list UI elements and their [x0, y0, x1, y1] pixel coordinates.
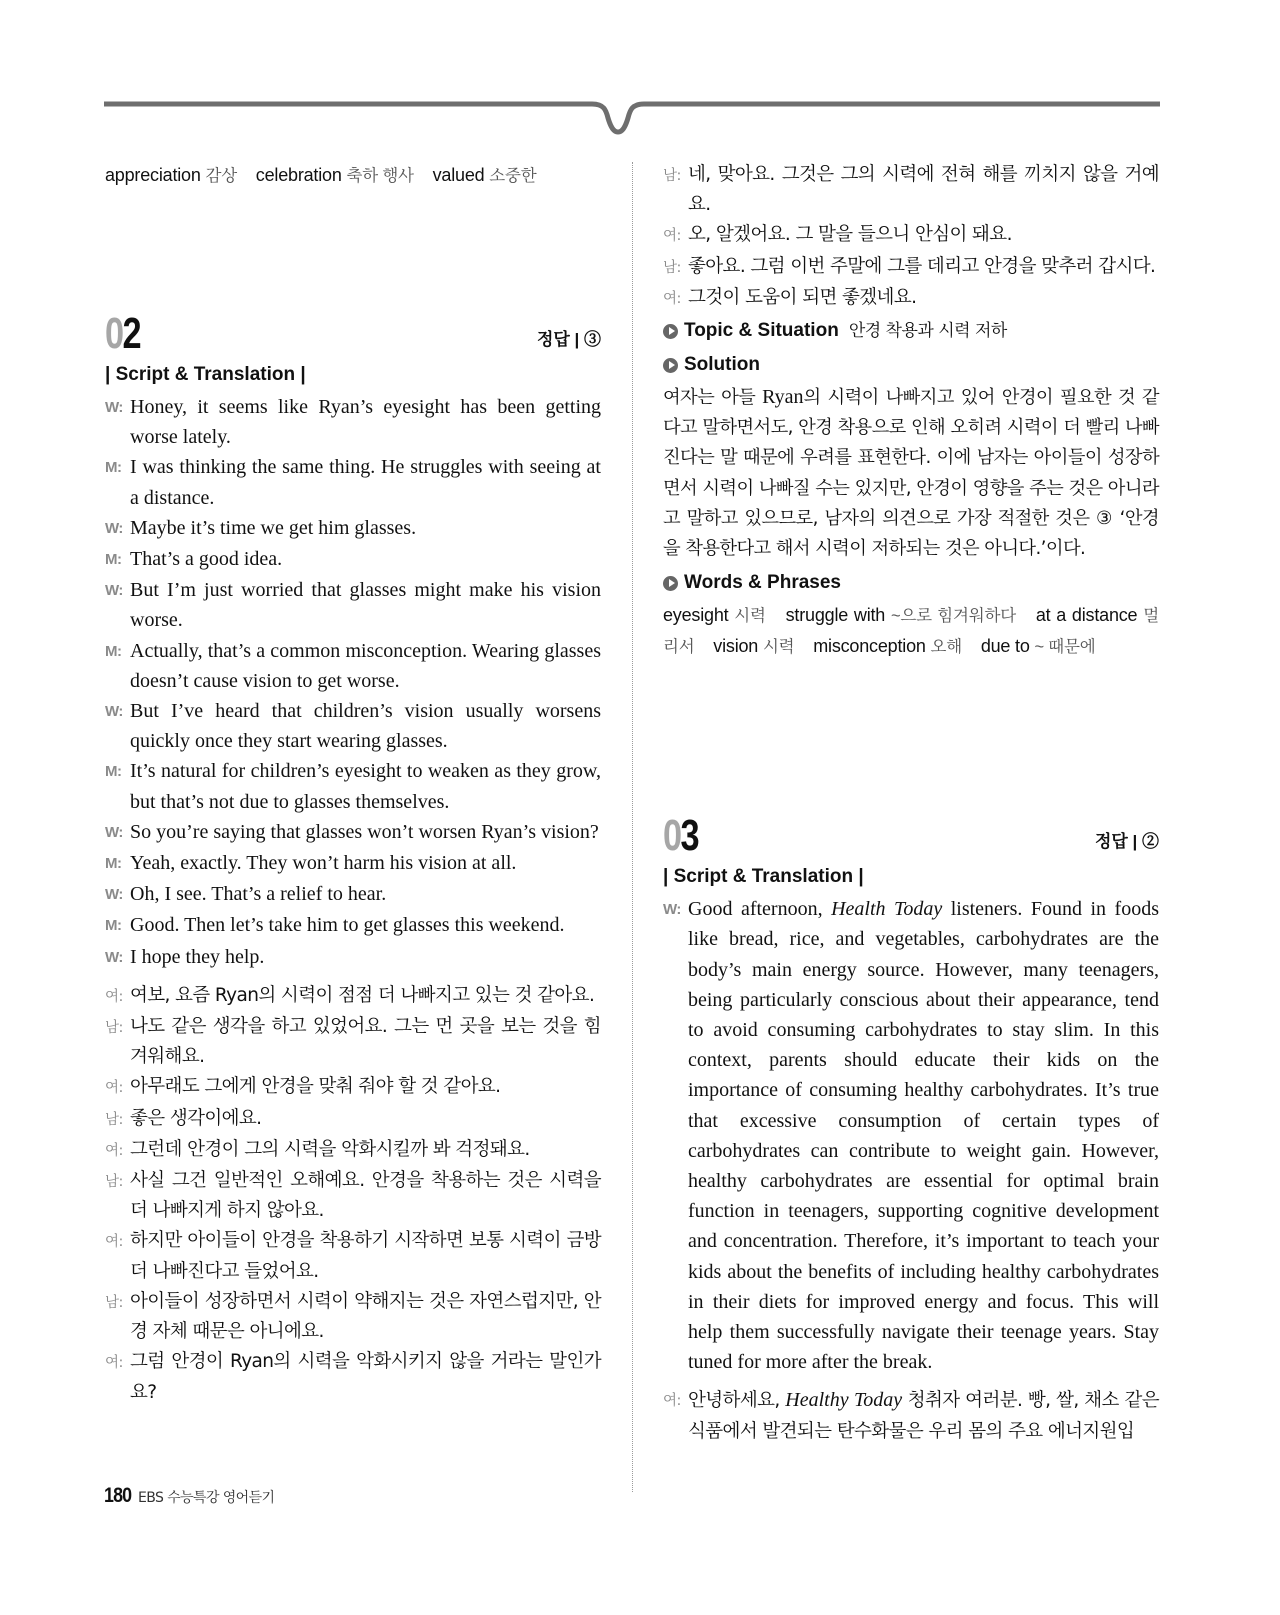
left-column — [105, 160, 601, 1408]
vocab-term: vision — [713, 636, 759, 657]
topic-heading — [663, 314, 1159, 348]
script-text-part: 청취자 여러분. 빵, 쌀, 채소 같은 식품에서 발견되는 탄수화물은 우리 몸의 주요 에너지원입 — [688, 1390, 1159, 1442]
speaker-label: W: — [105, 582, 123, 600]
speaker-label: 여: — [105, 1142, 123, 1159]
script-line — [105, 1104, 601, 1135]
script-line — [105, 513, 601, 544]
speaker-label: M: — [105, 459, 122, 477]
script-line — [105, 1072, 601, 1103]
speaker-label: 남: — [105, 1174, 123, 1191]
speaker-label: M: — [105, 917, 122, 935]
vocab-meaning: 감상 — [205, 167, 237, 185]
solution-text-part: 의 시력이 나빠지고 있어 안경이 필요한 것 같다고 말하면서도, 안경 착용으로 인해 오히려 시력이 더 빨리 나빠진다는 말 때문에 우려를 표현한다. 이에 남자는 아이들이 성장하면서 시력이 나빠질 수는 있지만, 안경이 영향을 주는 것은 아니라고 말하고 있으므로, 남자의 의견으로 가장 적절한 것은 ③ ‘안경을 착용한다고 해서 시력이 저하되는 것은 아니다.’이다. — [663, 387, 1159, 560]
script-text: 그것이 도움이 되면 좋겠네요. — [688, 286, 917, 308]
vocab-term: at a distance — [1035, 605, 1138, 626]
topic-value: 안경 착용과 시력 저하 — [848, 321, 1007, 342]
speaker-label: 여: — [663, 1393, 681, 1410]
speaker-label: W: — [105, 519, 123, 537]
question-number-strong: 2 — [122, 309, 141, 358]
page-number: 180 — [104, 1484, 132, 1507]
solution-heading — [663, 348, 1159, 382]
script-text: 아이들이 성장하면서 시력이 약해지는 것은 자연스럽지만, 안경 자체 때문은 아니에요. — [130, 1290, 601, 1343]
vocab-term: valued — [432, 165, 485, 185]
section-title: | Script & Translation | — [663, 866, 864, 888]
script-text: 좋아요. 그럼 이번 주말에 그를 데리고 안경을 맞추러 갑시다. — [688, 255, 1156, 277]
script-line — [663, 252, 1159, 283]
speaker-label: 여: — [663, 228, 681, 245]
script-line — [105, 452, 601, 512]
question-header — [663, 811, 1159, 861]
solution-text-en: Ryan — [762, 386, 804, 409]
solution-text — [663, 382, 1159, 564]
solution-title: Solution — [684, 354, 760, 376]
program-title: Health Today — [831, 898, 943, 921]
section-title: | Script & Translation | — [105, 364, 306, 385]
vocab-term: celebration — [255, 165, 342, 185]
script-text: 사실 그건 일반적인 오해예요. 안경을 착용하는 것은 시력을 더 나빠지게 하지 않아요. — [130, 1170, 601, 1222]
vocab-term: appreciation — [105, 165, 201, 185]
script-text: Maybe it’s time we get him glasses. — [130, 516, 417, 539]
vocab-meaning: 오해 — [930, 638, 962, 657]
script-text: I hope they help. — [130, 945, 265, 968]
script-text — [688, 1385, 1159, 1446]
script-line — [105, 756, 601, 816]
book-title: EBS 수능특강 영어듣기 — [138, 1490, 275, 1506]
script-line — [105, 636, 601, 696]
script-text: Good. Then let’s take him to get glasses this weekend. — [130, 914, 565, 937]
words-title: Words & Phrases — [684, 572, 841, 594]
script-line — [663, 283, 1159, 314]
vocab-term: struggle with — [785, 605, 886, 626]
script-line — [105, 1166, 601, 1226]
script-line — [105, 544, 601, 575]
column-divider — [632, 162, 633, 1492]
vocab-term: misconception — [813, 636, 926, 657]
speaker-label: 여: — [105, 1234, 123, 1251]
script-en — [105, 392, 601, 973]
script-text: But I’ve heard that children’s vision usually worsens quickly once they start wearing glasses. — [130, 700, 601, 753]
script-line — [105, 1287, 601, 1347]
speaker-label: 여: — [663, 290, 681, 307]
vocab-meaning: ~으로 힘겨워하다 — [890, 607, 1016, 626]
script-line — [663, 894, 1159, 1377]
speaker-label: M: — [105, 551, 122, 569]
script-line — [105, 575, 601, 635]
vocab-meaning: 멀리서 — [663, 607, 1159, 657]
question-number-dim: 0 — [105, 309, 123, 358]
script-text: Yeah, exactly. They won’t harm his vision at all. — [130, 852, 517, 875]
speaker-label: W: — [105, 948, 123, 966]
script-line — [105, 1012, 601, 1072]
speaker-label: 여: — [105, 1080, 123, 1097]
script-line — [105, 1226, 601, 1286]
script-line — [105, 392, 601, 452]
script-text: I was thinking the same thing. He struggles with seeing at a distance. — [130, 456, 601, 509]
script-text: So you’re saying that glasses won’t worsen Ryan’s vision? — [130, 820, 599, 843]
script-text: 그럼 안경이 Ryan의 시력을 악화시키지 않을 거라는 말인가요? — [130, 1351, 601, 1403]
vocab-term: due to — [980, 636, 1030, 657]
script-text: But I’m just worried that glasses might make his vision worse. — [130, 579, 601, 632]
script-text: Actually, that’s a common misconception. Wearing glasses doesn’t cause vision to get worse. — [130, 639, 601, 692]
script-text-part: 안녕하세요, — [688, 1390, 786, 1412]
script-line — [663, 220, 1159, 251]
speaker-label: 남: — [663, 259, 681, 276]
script-text — [688, 894, 1159, 1377]
script-text: 네, 맞아요. 그것은 그의 시력에 전혀 해를 끼치지 않을 거예요. — [688, 164, 1159, 216]
script-ko-continued — [663, 160, 1159, 314]
speaker-label: 남: — [105, 1111, 123, 1128]
script-text: 하지만 아이들이 안경을 착용하기 시작하면 보통 시력이 금방 더 나빠진다고 들었어요. — [130, 1230, 601, 1282]
vocab-list-top — [105, 160, 601, 192]
script-line — [105, 981, 601, 1012]
speaker-label: W: — [105, 823, 123, 841]
speaker-label: M: — [105, 855, 122, 873]
script-ko — [105, 981, 601, 1408]
speaker-label: W: — [663, 901, 681, 919]
script-text: Oh, I see. That’s a relief to hear. — [130, 883, 387, 906]
script-text-part: listeners. Found in foods like bread, rice, and vegetables, carbohydrates are the body’s main energy source. However, many teenagers, being particularly conscious about their appearance, tend to avoid consuming carbohydrates to stay slim. In this context, parents should educate their kids on the importance of consuming healthy carbohydrates. It’s true that excessive consumption of certain types of carbohydrates can contribute to weight gain. However, healthy carbohydrates are essential for optimal brain function in teenagers, supporting cognitive development and concentration. Therefore, it’s important to teach your kids about the benefits of including healthy carbohydrates in their diets for improved energy and focus. This will help them successfully navigate their teenage years. Stay tuned for more after the break. — [688, 898, 1159, 1374]
vocab-term: eyesight — [663, 605, 729, 626]
question-number-strong: 3 — [680, 811, 699, 861]
program-title: Healthy Today — [785, 1389, 903, 1412]
play-bullet-icon — [663, 576, 678, 591]
script-text: It’s natural for children’s eyesight to weaken as they grow, but that’s not due to glasses themselves. — [130, 760, 601, 813]
script-text: That’s a good idea. — [130, 548, 283, 571]
play-bullet-icon — [663, 358, 678, 373]
question-number — [105, 309, 141, 358]
speaker-label: 남: — [105, 1020, 123, 1037]
script-text: 아무래도 그에게 안경을 맞춰 줘야 할 것 같아요. — [130, 1076, 501, 1098]
script-line — [663, 160, 1159, 220]
script-text: Honey, it seems like Ryan’s eyesight has been getting worse lately. — [130, 396, 601, 449]
speaker-label: M: — [105, 763, 122, 781]
speaker-label: 여: — [105, 988, 123, 1005]
vocab-meaning: 시력 — [762, 638, 795, 657]
question-number-dim: 0 — [663, 811, 681, 861]
answer-label: 정답 | ② — [1094, 832, 1159, 852]
vocab-meaning: 소중한 — [489, 167, 537, 185]
script-text: 오, 알겠어요. 그 말을 들으니 안심이 돼요. — [688, 224, 1012, 246]
question-number — [663, 811, 699, 861]
script-line — [105, 696, 601, 756]
question-header — [105, 310, 601, 356]
topic-title: Topic & Situation — [684, 320, 839, 342]
script-line — [105, 879, 601, 910]
play-bullet-icon — [663, 324, 678, 339]
script-line — [105, 1135, 601, 1166]
words-list — [663, 600, 1159, 662]
speaker-label: 남: — [663, 168, 681, 184]
speaker-label: W: — [105, 886, 123, 904]
vocab-meaning: 시력 — [734, 607, 766, 626]
vocab-meaning: ~ 때문에 — [1034, 638, 1096, 657]
right-column — [663, 160, 1159, 1447]
vocab-meaning: 축하 행사 — [346, 167, 414, 185]
script-line — [105, 817, 601, 848]
speaker-label: W: — [105, 399, 123, 416]
script-text: 나도 같은 생각을 하고 있었어요. 그는 먼 곳을 보는 것을 힘겨워해요. — [130, 1016, 601, 1068]
script-line — [105, 942, 601, 973]
speaker-label: 여: — [105, 1355, 123, 1372]
header-notch-rule — [104, 96, 1160, 140]
script-line — [105, 1347, 601, 1407]
script-text: 여보, 요즘 Ryan의 시력이 점점 더 나빠지고 있는 것 같아요. — [130, 984, 595, 1006]
speaker-label: 남: — [105, 1294, 123, 1311]
solution-text-part: 여자는 아들 — [663, 387, 763, 409]
speaker-label: W: — [105, 703, 123, 721]
words-heading — [663, 566, 1159, 600]
script-line — [105, 910, 601, 941]
script-text: 그런데 안경이 그의 시력을 악화시킬까 봐 걱정돼요. — [130, 1138, 530, 1160]
speaker-label: M: — [105, 642, 122, 660]
page-footer — [104, 1484, 274, 1508]
answer-label: 정답 | ③ — [536, 330, 601, 349]
script-text-part: Good afternoon, — [688, 898, 832, 921]
script-text: 좋은 생각이에요. — [130, 1107, 262, 1129]
script-line — [663, 1385, 1159, 1446]
script-line — [105, 848, 601, 879]
